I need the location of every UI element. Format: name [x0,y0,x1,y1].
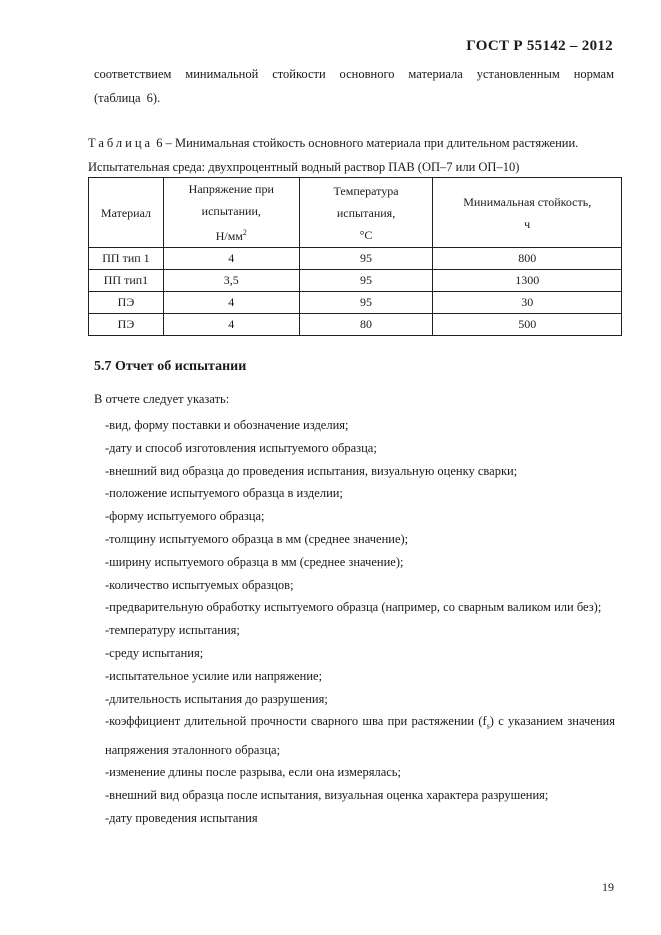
list-item: -положение испытуемого образца в изделии; [105,486,343,501]
report-intro: В отчете следует указать: [94,392,230,406]
list-item: -температуру испытания; [105,623,240,638]
cell-temperature: 80 [299,314,433,336]
resistance-table [88,177,622,336]
cell-stress: 4 [163,248,299,270]
list-item: -количество испытуемых образцов; [105,577,294,592]
table-caption-text: 6 – Минимальная стойкость основного материала при длительном растяжении. Испытательная среда: двухпроцентный водный раствор ПАВ (ОП–7 или ОП–10) [88,136,579,174]
cell-temperature: 95 [299,292,433,314]
list-item: -испытательное усилие или напряжение; [105,668,323,683]
table-caption [88,131,616,179]
table-row [89,270,622,292]
table-row [89,248,622,270]
list-item: -изменение длины после разрыва, если она измерялась; [105,765,401,780]
list-item: -длительность испытания до разрушения; [105,691,328,706]
list-item: -ширину испытуемого образца в мм (среднее значение); [105,554,404,569]
list-item: -внешний вид образца до проведения испытания, визуальную оценку сварки; [105,463,518,478]
header-resistance: Минимальная стойкость, ч [433,178,622,248]
cell-material: ПЭ [89,292,164,314]
list-item: -толщину испытуемого образца в мм (среднее значение); [105,531,409,546]
list-item: -среду испытания; [105,645,204,660]
cell-material: ПП тип 1 [89,248,164,270]
header-material: Материал [89,178,164,248]
cell-resistance: 500 [433,314,622,336]
cell-stress: 3,5 [163,270,299,292]
cell-material: ПП тип1 [89,270,164,292]
list-item: -коэффициент длительной прочности сварного шва при растяжении $(f_s)$ с указанием значения напряжения эталонного образца; [105,714,615,757]
cell-resistance: 1300 [433,270,622,292]
continued-paragraph: соответствием минимальной стойкости основного материала установленным нормам (таблица 6). [94,67,614,105]
table-row [89,292,622,314]
cell-resistance: 800 [433,248,622,270]
table-header-row [89,178,622,248]
header-stress: Напряжение при испытании, $Н/мм^2$ [163,178,299,248]
list-item: -вид, форму поставки и обозначение изделия; [105,418,349,432]
header-temperature: Температура испытания, °С [299,178,433,248]
list-item: -предварительную обработку испытуемого образца (например, со сварным валиком или без); [105,600,602,615]
table-row [89,314,622,336]
report-requirements-list [105,414,615,830]
list-item: -форму испытуемого образца; [105,509,265,524]
section-heading: 5.7 Отчет об испытании [94,359,247,374]
cell-material: ПЭ [89,314,164,336]
list-item: -внешний вид образца после испытания, визуальная оценка характера разрушения; [105,788,549,803]
cell-stress: 4 [163,292,299,314]
cell-temperature: 95 [299,248,433,270]
page-number: 19 [602,880,614,894]
cell-temperature: 95 [299,270,433,292]
cell-resistance: 30 [433,292,622,314]
list-item: -дату проведения испытания [105,811,258,826]
list-item: -дату и способ изготовления испытуемого образца; [105,440,377,455]
cell-stress: 4 [163,314,299,336]
table-caption-label: Таблица [88,136,154,150]
document-header: ГОСТ Р 55142 – 2012 [466,38,613,54]
